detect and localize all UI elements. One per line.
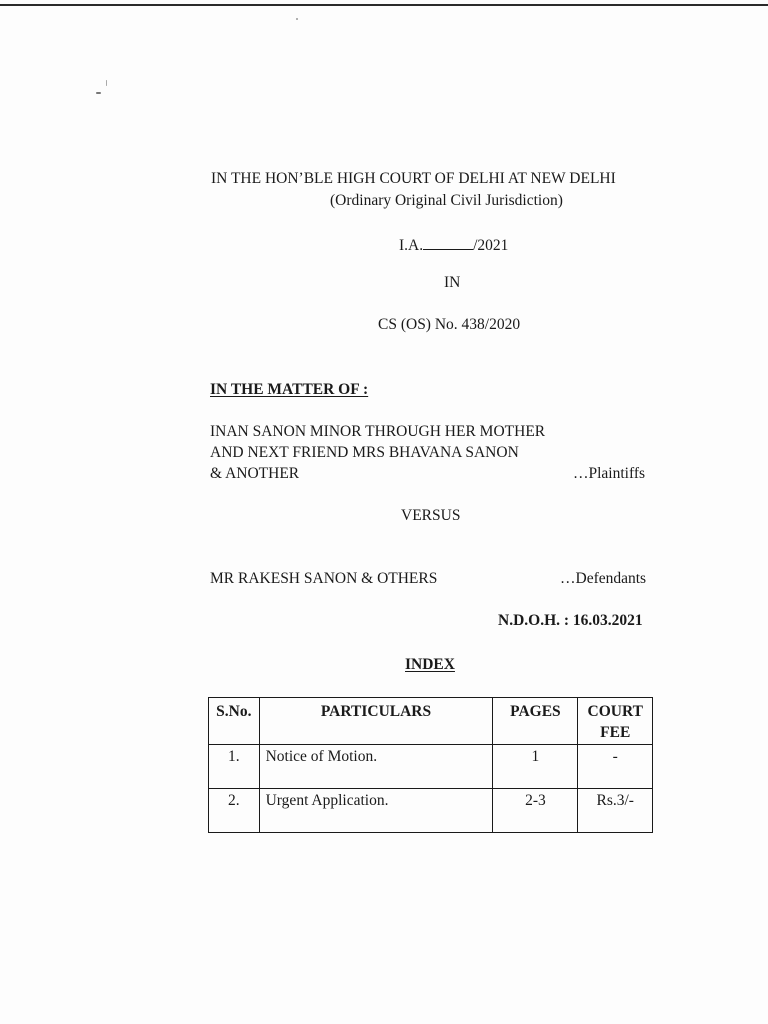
table-row: [209, 745, 653, 789]
scan-speck: [296, 18, 298, 20]
row-court-fee: -: [578, 745, 653, 789]
ia-number-line: [399, 235, 508, 255]
row-sno: 1.: [209, 745, 260, 789]
plaintiff-line-2: AND NEXT FRIEND MRS BHAVANA SANON: [210, 444, 519, 461]
defendants-role: …Defendants: [560, 570, 647, 587]
top-border-line: [0, 4, 768, 6]
case-number: CS (OS) No. 438/2020: [378, 316, 521, 333]
row-sno: 2.: [209, 789, 260, 833]
header-court-fee-line1: COURT: [587, 703, 643, 720]
ia-year: /2021: [473, 237, 509, 254]
court-heading: IN THE HON’BLE HIGH COURT OF DELHI AT NEW DELHI: [211, 170, 616, 187]
row-court-fee: Rs.3/-: [578, 789, 653, 833]
row-pages: 2-3: [493, 789, 578, 833]
header-court-fee-line2: FEE: [600, 724, 631, 741]
index-table: [208, 697, 653, 833]
defendant-name: MR RAKESH SANON & OTHERS: [210, 570, 438, 587]
plaintiffs-role: …Plaintiffs: [573, 465, 646, 482]
versus-label: VERSUS: [401, 507, 461, 524]
scan-speck: [106, 80, 107, 86]
plaintiff-line-3: & ANOTHER: [210, 465, 300, 482]
index-title: INDEX: [405, 656, 455, 673]
ia-prefix: I.A.: [399, 237, 424, 254]
scan-speck: [96, 92, 101, 94]
row-particulars: Notice of Motion.: [259, 745, 493, 789]
header-particulars: PARTICULARS: [259, 698, 493, 745]
jurisdiction-line: (Ordinary Original Civil Jurisdiction): [330, 192, 563, 209]
ndoh-date: N.D.O.H. : 16.03.2021: [498, 612, 643, 629]
table-row: [209, 789, 653, 833]
plaintiff-line-1: INAN SANON MINOR THROUGH HER MOTHER: [210, 423, 546, 440]
in-label: IN: [444, 274, 461, 291]
header-court-fee: [578, 698, 653, 745]
header-sno: S.No.: [209, 698, 260, 745]
row-particulars: Urgent Application.: [259, 789, 493, 833]
row-pages: 1: [493, 745, 578, 789]
matter-heading: IN THE MATTER OF :: [210, 381, 369, 398]
ia-number-blank: [423, 235, 473, 250]
index-table-header-row: [209, 698, 653, 745]
header-pages: PAGES: [493, 698, 578, 745]
